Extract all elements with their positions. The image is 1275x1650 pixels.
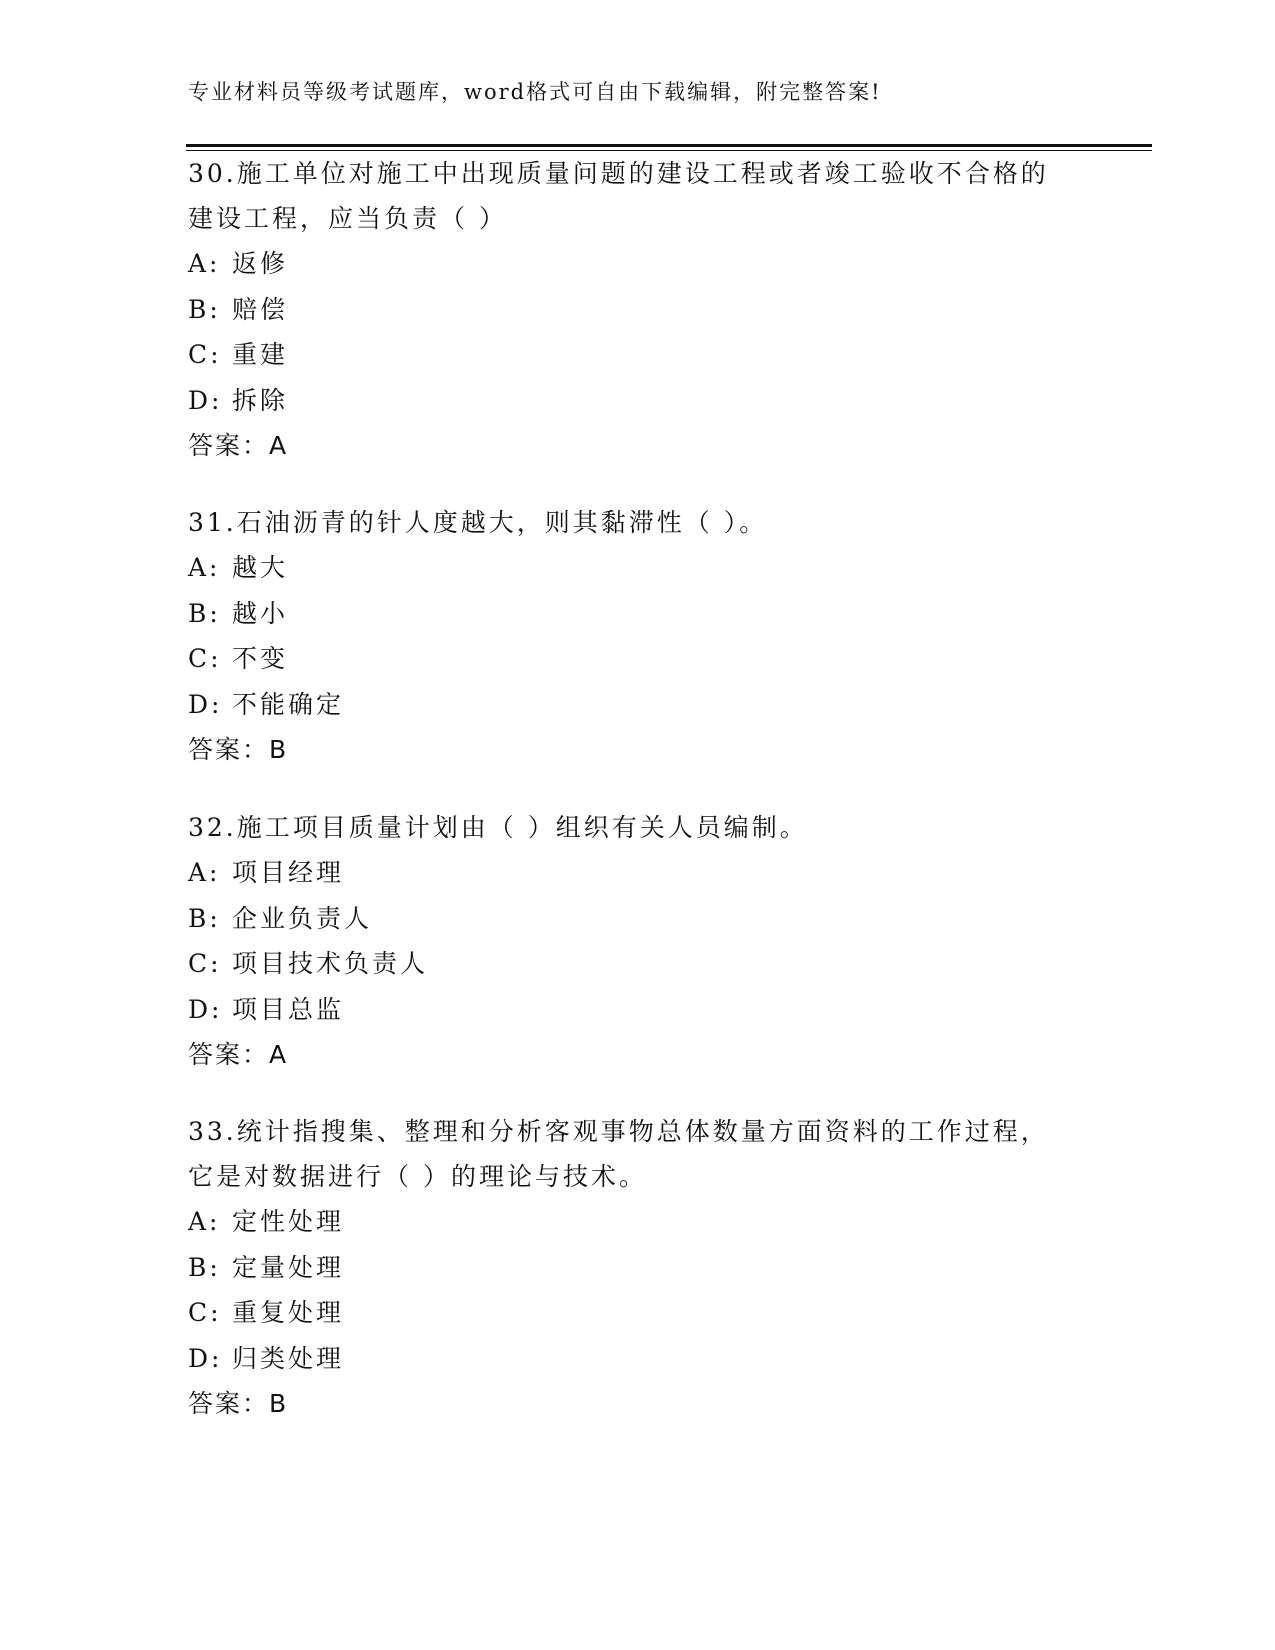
option-a	[188, 1199, 1088, 1245]
option-letter: D:	[188, 1343, 223, 1373]
option-letter: D:	[188, 994, 223, 1024]
option-letter: B:	[188, 598, 221, 628]
answer-line	[188, 1032, 1088, 1078]
question-stem	[188, 805, 1088, 850]
option-d	[188, 378, 1088, 424]
answer-label: 答案：	[188, 1040, 270, 1069]
option-text: 定性处理	[232, 1207, 345, 1236]
option-a	[188, 241, 1088, 287]
question-stem-line: 建设工程，应当负责（ ）	[188, 204, 507, 233]
option-text: 项目经理	[232, 858, 345, 887]
option-letter: A:	[188, 858, 221, 887]
option-text: 归类处理	[232, 1343, 345, 1373]
question-stem	[188, 151, 1088, 241]
option-text: 不变	[232, 644, 289, 673]
question-stem	[188, 1109, 1088, 1199]
question-stem	[188, 500, 1088, 545]
option-text: 定量处理	[232, 1252, 345, 1282]
header-rule-thick	[186, 144, 1152, 147]
answer-label: 答案：	[188, 431, 270, 460]
option-text: 企业负责人	[232, 903, 373, 933]
question-32	[188, 805, 1088, 1078]
option-letter: B:	[188, 903, 221, 933]
answer-label: 答案：	[188, 1389, 270, 1418]
answer-label: 答案：	[188, 735, 270, 764]
option-b	[188, 591, 1088, 637]
question-33	[188, 1109, 1088, 1427]
option-a	[188, 545, 1088, 591]
option-text: 重复处理	[232, 1298, 345, 1327]
question-stem-line: 32.施工项目质量计划由（ ）组织有关人员编制。	[188, 813, 808, 842]
option-letter: D:	[188, 689, 223, 719]
option-letter: B:	[188, 1252, 221, 1282]
option-letter: D:	[188, 385, 223, 415]
option-c	[188, 332, 1088, 378]
option-letter: B:	[188, 294, 221, 324]
option-text: 拆除	[232, 385, 289, 415]
answer-value: B	[269, 735, 289, 764]
question-stem-line: 30.施工单位对施工中出现质量问题的建设工程或者竣工验收不合格的	[188, 159, 1049, 188]
answer-line	[188, 727, 1088, 773]
option-text: 项目技术负责人	[232, 949, 429, 978]
answer-line	[188, 423, 1088, 469]
option-c	[188, 941, 1088, 987]
option-b	[188, 1245, 1088, 1291]
question-stem-line: 它是对数据进行（ ）的理论与技术。	[188, 1162, 647, 1191]
option-text: 项目总监	[232, 994, 345, 1024]
option-d	[188, 1336, 1088, 1382]
option-c	[188, 636, 1088, 682]
option-text: 不能确定	[232, 689, 345, 719]
question-stem-line: 31.石油沥青的针人度越大，则其黏滞性（ ）。	[188, 508, 768, 537]
option-letter: C:	[188, 1298, 222, 1327]
header-note: 专业材料员等级考试题库，word格式可自由下载编辑，附完整答案!	[188, 80, 882, 104]
option-letter: A:	[188, 249, 221, 278]
option-letter: C:	[188, 949, 222, 978]
question-31	[188, 500, 1088, 773]
question-stem-line: 33.统计指搜集、整理和分析客观事物总体数量方面资料的工作过程，	[188, 1117, 1049, 1146]
answer-line	[188, 1381, 1088, 1427]
option-text: 重建	[232, 340, 289, 369]
answer-value: A	[269, 1040, 289, 1069]
option-letter: C:	[188, 644, 222, 673]
option-c	[188, 1290, 1088, 1336]
option-letter: C:	[188, 340, 222, 369]
option-d	[188, 987, 1088, 1033]
option-b	[188, 287, 1088, 333]
option-text: 越大	[232, 553, 289, 582]
option-d	[188, 682, 1088, 728]
option-text: 越小	[232, 598, 289, 628]
answer-value: B	[269, 1389, 289, 1418]
option-text: 赔偿	[232, 294, 289, 324]
answer-value: A	[269, 431, 289, 460]
option-a	[188, 850, 1088, 896]
option-text: 返修	[232, 249, 289, 278]
option-b	[188, 896, 1088, 942]
option-letter: A:	[188, 553, 221, 582]
question-30	[188, 151, 1088, 469]
option-letter: A:	[188, 1207, 221, 1236]
